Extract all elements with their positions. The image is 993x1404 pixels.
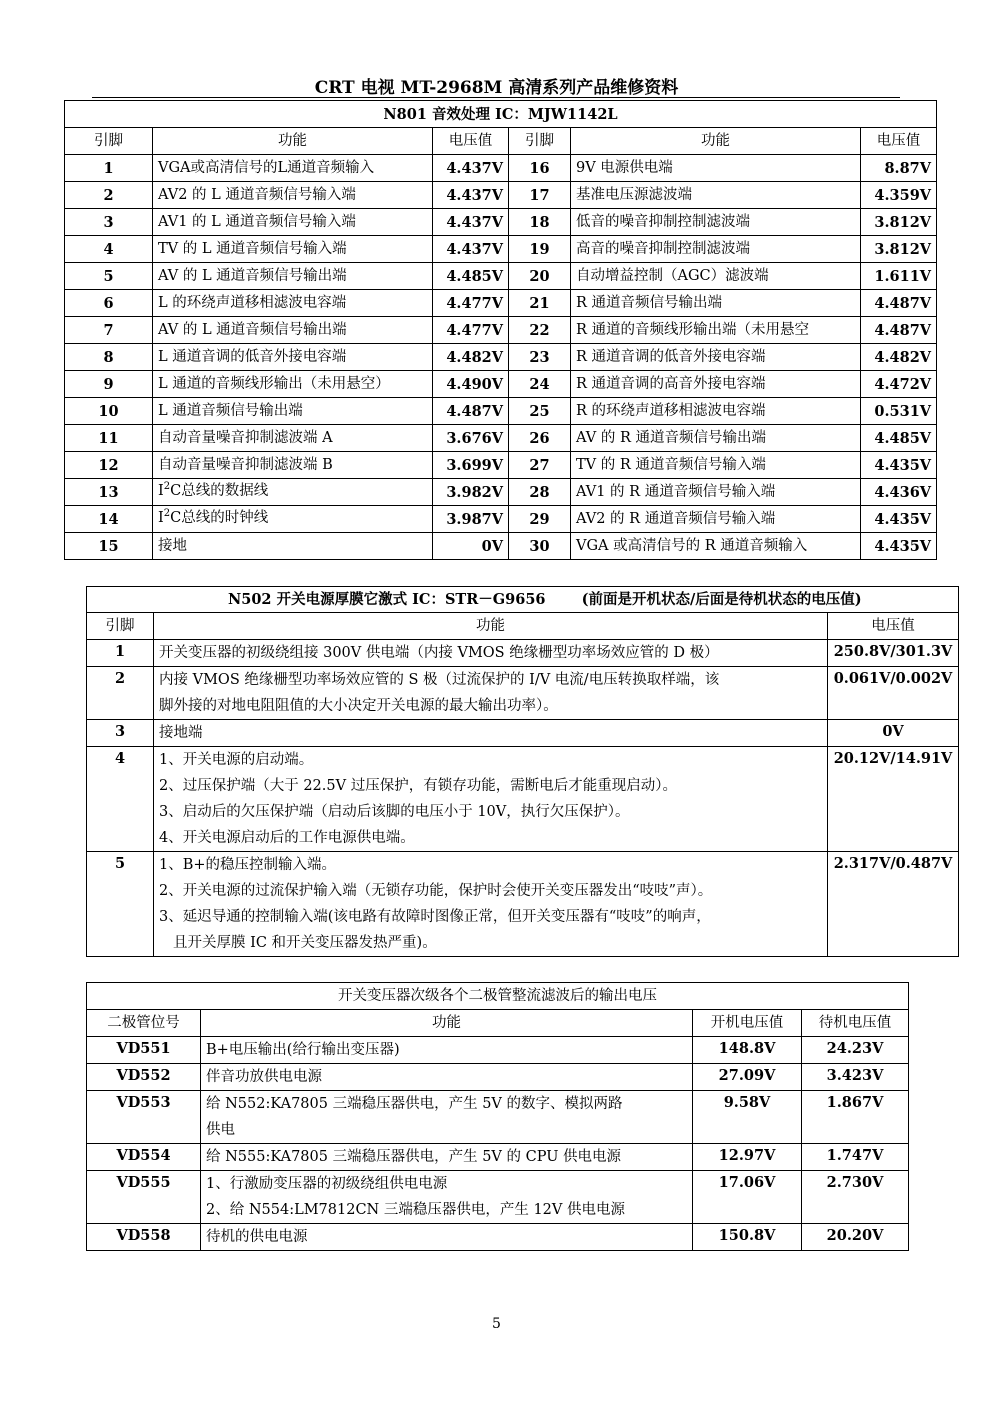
pin-voltage: 20.12V/14.91V [828,747,959,852]
pin-function: VGA 或高清信号的 R 通道音频输入 [571,533,861,560]
pin-voltage: 3.812V [861,236,937,263]
pin-voltage: 8.87V [861,155,937,182]
diode-row [87,1224,909,1251]
function-line: 给 N555:KA7805 三端稳压器供电，产生 5V 的 CPU 供电电源 [206,1149,622,1165]
pin-voltage: 4.359V [861,182,937,209]
n801-row [65,425,937,452]
header-pin: 引脚 [509,128,571,155]
function-line: 2、给 N554:LM7812CN 三端稳压器供电，产生 12V 供电电源 [206,1202,625,1218]
on-voltage: 27.09V [693,1064,802,1091]
pin-function: AV 的 L 通道音频信号输出端 [153,263,433,290]
on-voltage: 148.8V [693,1037,802,1064]
pin-function [154,747,828,852]
function-line: 接地端 [159,725,203,741]
title-rule [92,97,900,98]
on-voltage: 17.06V [693,1171,802,1224]
diode-id: VD552 [87,1064,201,1091]
standby-voltage: 24.23V [802,1037,909,1064]
diodes-caption: 开关变压器次级各个二极管整流滤波后的输出电压 [87,983,909,1010]
func-suffix: C总线的数据线 [170,483,269,499]
pin-voltage: 3.982V [433,479,509,506]
pin-number: 21 [509,290,571,317]
pin-function: AV1 的 L 通道音频信号输入端 [153,209,433,236]
header-function: 功能 [154,613,828,640]
diode-function [201,1064,693,1091]
n502-pin-table [86,586,959,957]
header-voltage: 电压值 [828,613,959,640]
func-prefix: I [158,510,164,526]
pin-number: 1 [65,155,153,182]
pin-function: 低音的噪音抑制控制滤波端 [571,209,861,236]
pin-number: 2 [87,667,154,720]
standby-voltage: 20.20V [802,1224,909,1251]
func-prefix: I [158,483,164,499]
pin-function: TV 的 R 通道音频信号输入端 [571,452,861,479]
pin-voltage: 4.435V [861,533,937,560]
pin-function: AV 的 R 通道音频信号输出端 [571,425,861,452]
n801-row [65,533,937,560]
pin-voltage: 3.676V [433,425,509,452]
pin-function: 自动音量噪音抑制滤波端 A [153,425,433,452]
pin-function: R 通道音调的低音外接电容端 [571,344,861,371]
header-voltage: 电压值 [433,128,509,155]
pin-voltage: 0V [828,720,959,747]
header-on-voltage: 开机电压值 [693,1010,802,1037]
n801-row [65,290,937,317]
pin-voltage: 0.061V/0.002V [828,667,959,720]
pin-function: L 通道的音频线形输出（未用悬空） [153,371,433,398]
diode-row [87,1037,909,1064]
pin-number: 3 [65,209,153,236]
function-line: 1、B+的稳压控制输入端。 [159,857,337,873]
pin-number: 15 [65,533,153,560]
diode-function [201,1171,693,1224]
n502-caption-cell [87,587,959,613]
diode-function [201,1037,693,1064]
pin-function: 自动音量噪音抑制滤波端 B [153,452,433,479]
function-line: 2、开关电源的过流保护输入端（无锁存功能，保护时会使开关变压器发出“吱吱”声）。 [159,883,713,899]
pin-number: 11 [65,425,153,452]
pin-number: 27 [509,452,571,479]
pin-number: 23 [509,344,571,371]
pin-number: 4 [65,236,153,263]
diode-function [201,1144,693,1171]
n801-row [65,398,937,425]
pin-number: 22 [509,317,571,344]
header-pin: 引脚 [65,128,153,155]
pin-number: 24 [509,371,571,398]
pin-function [154,640,828,667]
header-function: 功能 [153,128,433,155]
pin-number: 13 [65,479,153,506]
pin-number: 8 [65,344,153,371]
function-line: 4、开关电源启动后的工作电源供电端。 [159,830,415,846]
n502-row [87,852,959,957]
standby-voltage: 1.747V [802,1144,909,1171]
pin-voltage: 1.611V [861,263,937,290]
pin-number: 1 [87,640,154,667]
pin-number: 29 [509,506,571,533]
diode-function [201,1091,693,1144]
pin-voltage: 4.472V [861,371,937,398]
n502-header-row [87,613,959,640]
n801-row [65,506,937,533]
pin-function: AV1 的 R 通道音频信号输入端 [571,479,861,506]
diode-id: VD553 [87,1091,201,1144]
pin-voltage: 3.987V [433,506,509,533]
pin-function [154,720,828,747]
pin-voltage: 4.487V [433,398,509,425]
pin-function: VGA或高清信号的L通道音频输入 [153,155,433,182]
function-line: 3、启动后的欠压保护端（启动后该脚的电压小于 10V，执行欠压保护）。 [159,804,630,820]
pin-number: 12 [65,452,153,479]
pin-voltage: 4.482V [861,344,937,371]
pin-voltage: 4.435V [861,452,937,479]
pin-number: 5 [65,263,153,290]
function-line: 待机的供电电源 [206,1229,308,1245]
n801-header-row [65,128,937,155]
pin-voltage: 4.437V [433,236,509,263]
header-pin: 引脚 [87,613,154,640]
pin-number: 2 [65,182,153,209]
n801-pin-table [64,100,937,560]
on-voltage: 12.97V [693,1144,802,1171]
n801-row [65,452,937,479]
pin-function: R 通道的音频线形输出端（未用悬空 [571,317,861,344]
pin-number: 17 [509,182,571,209]
diodes-header-row [87,1010,909,1037]
pin-function [154,852,828,957]
pin-function: R 通道音调的高音外接电容端 [571,371,861,398]
pin-voltage: 0V [433,533,509,560]
pin-number: 6 [65,290,153,317]
pin-voltage: 4.485V [861,425,937,452]
pin-voltage: 4.436V [861,479,937,506]
header-function: 功能 [571,128,861,155]
pin-function: AV2 的 L 通道音频信号输入端 [153,182,433,209]
pin-voltage: 0.531V [861,398,937,425]
pin-function: L 通道音频信号输出端 [153,398,433,425]
pin-number: 28 [509,479,571,506]
header-diode: 二极管位号 [87,1010,201,1037]
function-line: 1、行激励变压器的初级绕组供电电源 [206,1176,448,1192]
function-line: 3、延迟导通的控制输入端(该电路有故障时图像正常，但开关变压器有“吱吱”的响声， [159,909,711,925]
n502-caption-note: (前面是开机状态/后面是待机状态的电压值) [581,591,862,608]
n801-caption: N801 音效处理 IC：MJW1142L [65,101,937,128]
pin-number: 9 [65,371,153,398]
function-line: 且开关厚膜 IC 和开关变压器发热严重)。 [173,935,437,951]
pin-number: 4 [87,747,154,852]
pin-voltage: 4.477V [433,290,509,317]
func-suffix: C总线的时钟线 [170,510,269,526]
pin-voltage: 4.487V [861,317,937,344]
function-line: 开关变压器的初级绕组接 300V 供电端（内接 VMOS 绝缘栅型功率场效应管的 D 极） [159,645,719,661]
n801-row [65,155,937,182]
pin-function [153,506,433,533]
on-voltage: 150.8V [693,1224,802,1251]
pin-voltage: 4.437V [433,182,509,209]
pin-function: 自动增益控制（AGC）滤波端 [571,263,861,290]
pin-voltage: 4.490V [433,371,509,398]
pin-number: 25 [509,398,571,425]
pin-voltage: 250.8V/301.3V [828,640,959,667]
standby-voltage: 2.730V [802,1171,909,1224]
pin-number: 30 [509,533,571,560]
diode-id: VD551 [87,1037,201,1064]
on-voltage: 9.58V [693,1091,802,1144]
diode-id: VD554 [87,1144,201,1171]
pin-number: 5 [87,852,154,957]
function-line: 脚外接的对地电阻阻值的大小决定开关电源的最大输出功率）。 [159,698,558,714]
pin-number: 3 [87,720,154,747]
diode-row [87,1171,909,1224]
n801-row [65,182,937,209]
n801-row [65,479,937,506]
pin-number: 26 [509,425,571,452]
n801-row [65,317,937,344]
header-standby-voltage: 待机电压值 [802,1010,909,1037]
diode-function [201,1224,693,1251]
n801-row [65,344,937,371]
pin-function: R 通道音频信号输出端 [571,290,861,317]
pin-voltage: 4.477V [433,317,509,344]
pin-number: 19 [509,236,571,263]
diode-id: VD558 [87,1224,201,1251]
document-title: CRT 电视 MT-2968M 高清系列产品维修资料 [314,78,679,98]
pin-function [153,479,433,506]
pin-voltage: 4.437V [433,155,509,182]
diode-output-table [86,982,909,1251]
pin-function: TV 的 L 通道音频信号输入端 [153,236,433,263]
function-line: B+电压输出(给行输出变压器) [206,1042,400,1058]
standby-voltage: 3.423V [802,1064,909,1091]
pin-function: 9V 电源供电端 [571,155,861,182]
page-number: 5 [492,1316,501,1332]
diode-id: VD555 [87,1171,201,1224]
pin-number: 10 [65,398,153,425]
n502-row [87,667,959,720]
pin-voltage: 2.317V/0.487V [828,852,959,957]
pin-voltage: 4.482V [433,344,509,371]
pin-number: 14 [65,506,153,533]
pin-function: AV 的 L 通道音频信号输出端 [153,317,433,344]
n801-row [65,236,937,263]
diode-row [87,1144,909,1171]
n502-row [87,720,959,747]
pin-number: 18 [509,209,571,236]
pin-voltage: 4.485V [433,263,509,290]
pin-number: 7 [65,317,153,344]
n801-row [65,263,937,290]
pin-function: 基准电压源滤波端 [571,182,861,209]
n801-row [65,371,937,398]
n502-row [87,747,959,852]
function-line: 1、开关电源的启动端。 [159,752,314,768]
pin-function: L 通道音调的低音外接电容端 [153,344,433,371]
n502-row [87,640,959,667]
pin-voltage: 3.699V [433,452,509,479]
pin-voltage: 4.487V [861,290,937,317]
function-line: 伴音功放供电电源 [206,1069,322,1085]
pin-function: L 的环绕声道移相滤波电容端 [153,290,433,317]
pin-voltage: 3.812V [861,209,937,236]
pin-voltage: 4.435V [861,506,937,533]
n801-row [65,209,937,236]
n502-caption: N502 开关电源厚膜它激式 IC：STR－G9656 [228,591,546,608]
pin-number: 20 [509,263,571,290]
pin-function: AV2 的 R 通道音频信号输入端 [571,506,861,533]
func-superscript: 2 [163,508,171,519]
function-line: 给 N552:KA7805 三端稳压器供电，产生 5V 的数字、模拟两路 [206,1096,623,1112]
pin-voltage: 4.437V [433,209,509,236]
func-superscript: 2 [163,481,171,492]
header-function: 功能 [201,1010,693,1037]
pin-function: 高音的噪音抑制控制滤波端 [571,236,861,263]
pin-function: R 的环绕声道移相滤波电容端 [571,398,861,425]
diode-row [87,1091,909,1144]
pin-function [154,667,828,720]
pin-number: 16 [509,155,571,182]
pin-function: 接地 [153,533,433,560]
function-line: 2、过压保护端（大于 22.5V 过压保护，有锁存功能，需断电后才能重现启动）。 [159,778,677,794]
function-line: 供电 [206,1122,235,1138]
header-voltage: 电压值 [861,128,937,155]
standby-voltage: 1.867V [802,1091,909,1144]
function-line: 内接 VMOS 绝缘栅型功率场效应管的 S 极（过流保护的 I/V 电流/电压转换取样端，该 [159,672,720,688]
diode-row [87,1064,909,1091]
